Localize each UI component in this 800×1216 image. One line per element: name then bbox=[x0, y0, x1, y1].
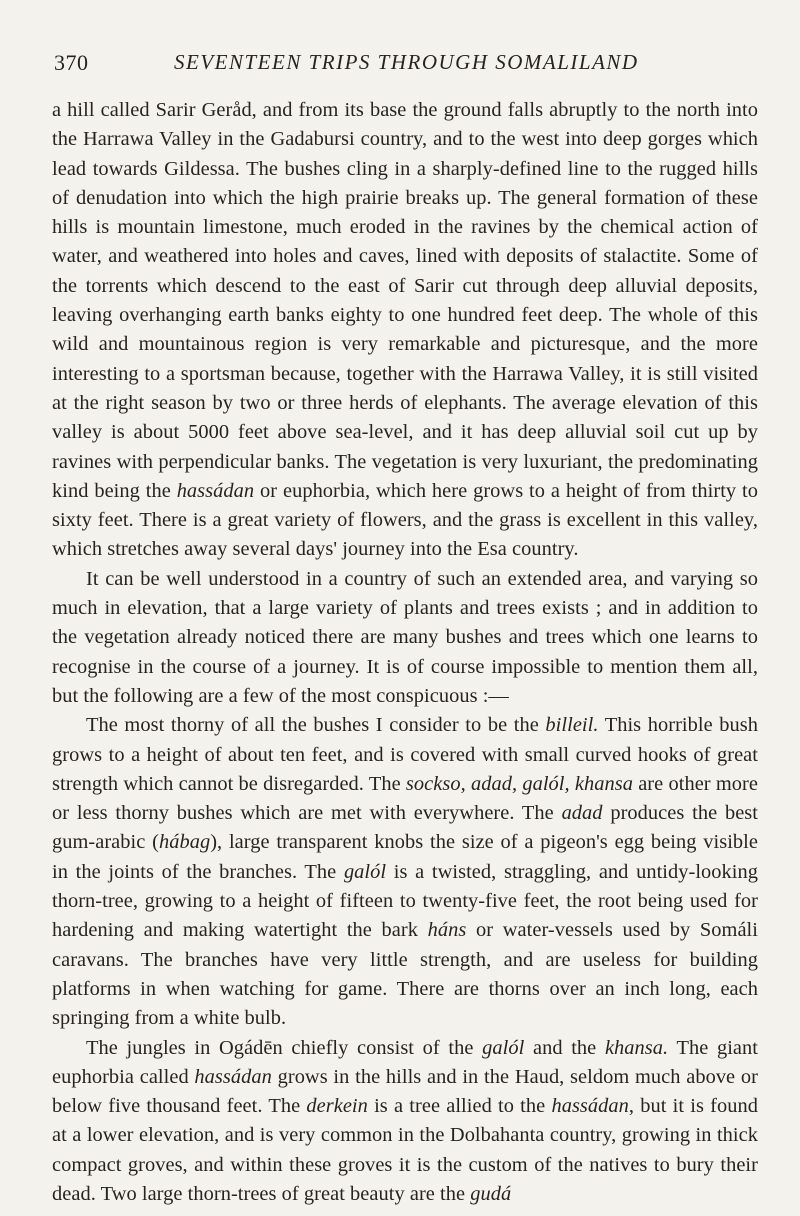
running-head bbox=[54, 50, 754, 82]
text-run: It can be well understood in a country of such an extended area, and varying so much in elevation, that a large variety of plants and trees exists ; and in addition to the vegetation already noticed there are many bushes and trees which one learns to recognise in the course of a journey. It is of course impossible to mention them all, but the following are a few of the most conspicuous :— bbox=[52, 567, 758, 707]
italic-term: gudá bbox=[470, 1182, 512, 1205]
text-run: , but it is found at a lower elevation, and is very common in the Dolbahanta country, growing in thick compact groves, and within these groves it is the custom of the natives to bury their dead. Two large thorn-trees of great beauty are the bbox=[52, 1095, 759, 1205]
italic-term: derkein bbox=[306, 1095, 368, 1118]
body-text bbox=[52, 96, 758, 1209]
text-run: are other more or less thorny bushes which are met with everywhere. The bbox=[52, 772, 758, 825]
text-run: or water-vessels used by Somáli caravans. The branches have very little strength, and are useless for building platforms in when watching for game. There are thorns over an inch long, each springing from a white bulb. bbox=[52, 919, 758, 1030]
italic-term: galól bbox=[482, 1036, 525, 1059]
italic-term: hábag bbox=[158, 831, 211, 854]
text-run: The most thorny of all the bushes I consider to be the bbox=[86, 714, 546, 737]
text-run: and the bbox=[524, 1036, 605, 1059]
text-run: a hill called Sarir Geråd, and from its base the ground falls abruptly to the north into the Harrawa Valley in the Gadabursi country, and to the west into deep gorges which lead towards Gildessa. The bushes cling in a sharply-defined line to the rugged hills of denudation into which the high prairie breaks up. The general formation of these hills is mountain limestone, much eroded in the ravines by the chemical action of water, and weathered into holes and caves, lined with deposits of stalactite. Some of the torrents which descend to the east of Sarir cut through deep alluvial deposits, leaving overhanging earth banks eighty to one hundred feet deep. The whole of this wild and mountainous region is very remarkable and picturesque, and the more interesting to a sportsman because, together with the Harrawa Valley, it is still visited at the right season by two or three herds of elephants. The average elevation of this valley is about 5000 feet above sea-level, and it has deep alluvial soil cut up by ravines with perpendicular banks. The vegetation is very luxuriant, the predominating kind being the bbox=[52, 99, 758, 502]
italic-term: sockso, adad, galól, khansa bbox=[405, 772, 633, 795]
paragraph-2 bbox=[52, 565, 758, 711]
paragraph-4 bbox=[52, 1034, 758, 1210]
italic-term: hassádan bbox=[194, 1065, 272, 1088]
italic-term: khansa. bbox=[604, 1036, 669, 1059]
italic-term: hassádan bbox=[551, 1095, 629, 1118]
page-number: 370 bbox=[54, 50, 89, 75]
italic-term: hassádan bbox=[176, 479, 255, 502]
italic-term: billeil. bbox=[545, 714, 599, 737]
text-run: is a tree allied to the bbox=[367, 1095, 552, 1118]
paragraph-3 bbox=[52, 711, 758, 1033]
text-run: This horrible bush grows to a height of about ten feet, and is covered with small curved hooks of great strength which cannot be disregarded. The bbox=[52, 714, 758, 795]
text-run: or euphorbia, which here grows to a height of from thirty to sixty feet. There is a great variety of flowers, and the grass is excellent in this valley, which stretches away several days' journey into the Esa country. bbox=[52, 479, 758, 561]
text-run: The jungles in Ogádēn chiefly consist of the bbox=[86, 1036, 483, 1059]
running-title: SEVENTEEN TRIPS THROUGH SOMALILAND bbox=[174, 50, 639, 74]
text-run: is a twisted, straggling, and untidy-looking thorn-tree, growing to a height of fifteen to twenty-five feet, the root being used for hardening and making watertight the bark bbox=[52, 860, 758, 942]
text-run: grows in the hills and in the Haud, seldom much above or below five thousand feet. The bbox=[52, 1065, 758, 1118]
italic-term: háns bbox=[427, 919, 467, 942]
text-run: The giant euphorbia called bbox=[52, 1036, 758, 1088]
paragraph-1 bbox=[52, 96, 758, 565]
italic-term: galól bbox=[343, 860, 387, 883]
italic-term: adad bbox=[561, 802, 603, 825]
text-run: produces the best gum-arabic ( bbox=[52, 802, 759, 854]
text-run: ), large transparent knobs the size of a pigeon's egg being visible in the joints of the branches. The bbox=[52, 831, 758, 883]
